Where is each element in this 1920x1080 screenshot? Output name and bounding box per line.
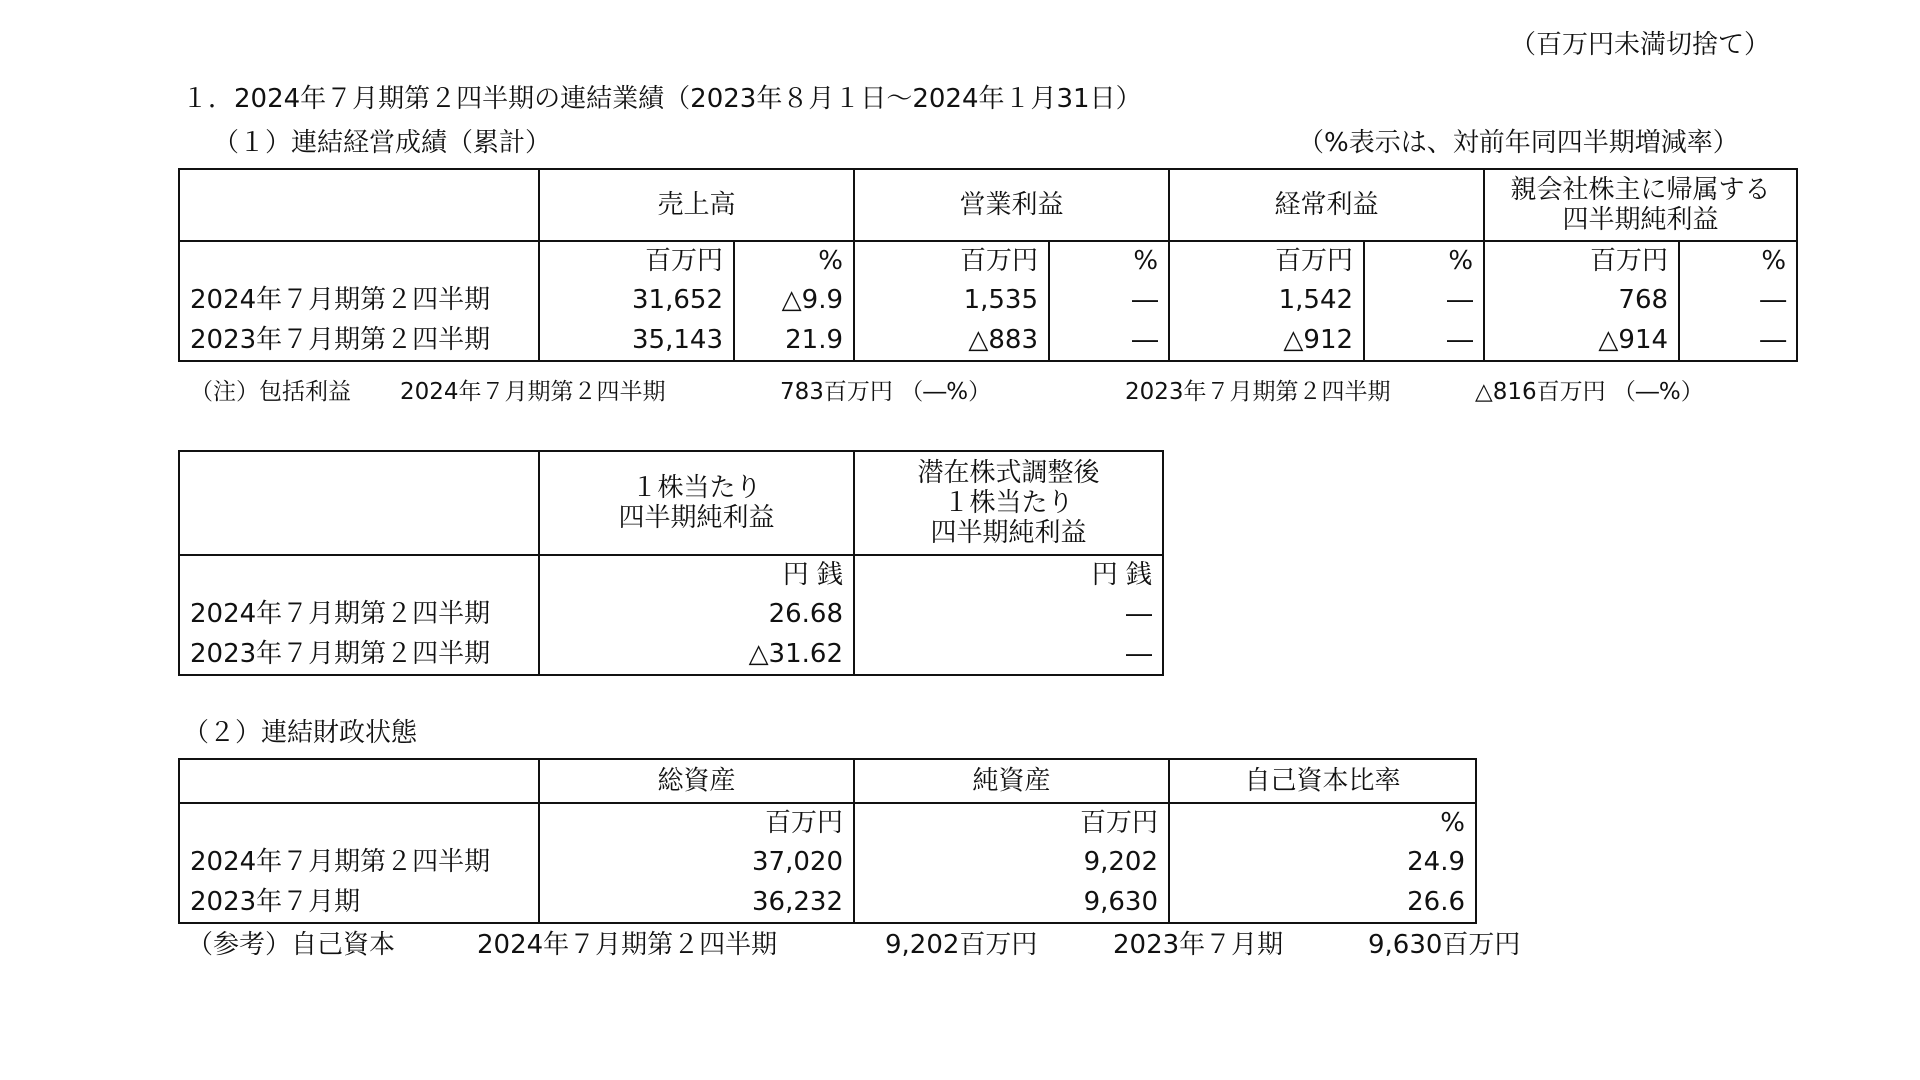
results-table: [178, 168, 1798, 362]
unit-cell: %: [1049, 241, 1169, 280]
financial-unit-row: [179, 803, 1476, 842]
header-diluted-eps-line1: 潜在株式調整後: [917, 458, 1100, 488]
unit-cell: 百万円: [854, 241, 1049, 280]
reference-note-value2: 9,630百万円: [1368, 930, 1521, 960]
table-cell: ―: [1049, 280, 1169, 320]
unit-cell: 百万円: [1169, 241, 1364, 280]
reference-note-value1: 9,202百万円: [885, 930, 1038, 960]
comprehensive-note-period1: 2024年７月期第２四半期: [400, 379, 666, 405]
header-sales: 売上高: [539, 169, 854, 241]
table-cell: 1,535: [854, 280, 1049, 320]
financial-header-row: [179, 759, 1476, 803]
header-net-profit-line1: 親会社株主に帰属する: [1510, 175, 1771, 205]
comprehensive-note-label: （注）包括利益: [190, 379, 351, 405]
header-diluted-eps-line2: １株当たり: [943, 488, 1074, 518]
table-cell: 24.9: [1169, 842, 1476, 882]
header-eps-line1: １株当たり: [631, 473, 762, 503]
header-eps-line2: 四半期純利益: [618, 503, 775, 533]
comprehensive-note-value2: △816百万円 （―%）: [1475, 379, 1704, 405]
header-net-profit: [1484, 169, 1797, 241]
table-cell: △9.9: [734, 280, 854, 320]
header-ordinary-profit: 経常利益: [1169, 169, 1484, 241]
table-cell: ―: [1679, 280, 1797, 320]
unit-cell: 百万円: [539, 803, 854, 842]
table-cell: 36,232: [539, 882, 854, 923]
header-equity-ratio: 自己資本比率: [1169, 759, 1476, 803]
financial-table: [178, 758, 1477, 924]
row-label: 2024年７月期第２四半期: [179, 594, 539, 634]
table-row: [179, 882, 1476, 923]
results-header-blank: [179, 169, 539, 241]
table-cell: 37,020: [539, 842, 854, 882]
eps-table: [178, 450, 1164, 676]
row-label: 2023年７月期第２四半期: [179, 320, 539, 361]
rounding-note: （百万円未満切捨て）: [1510, 30, 1771, 60]
table-cell: ―: [854, 594, 1163, 634]
results-unit-row: [179, 241, 1797, 280]
eps-header-row: [179, 451, 1163, 555]
unit-cell: 円 銭: [539, 555, 854, 594]
unit-cell: %: [734, 241, 854, 280]
header-diluted-eps: [854, 451, 1163, 555]
header-net-assets: 純資産: [854, 759, 1169, 803]
financial-header-blank: [179, 759, 539, 803]
table-cell: ―: [1679, 320, 1797, 361]
results-header-row: [179, 169, 1797, 241]
reference-note-period1: 2024年７月期第２四半期: [477, 930, 778, 960]
header-eps: [539, 451, 854, 555]
eps-header-blank: [179, 451, 539, 555]
reference-note-label: （参考）自己資本: [187, 930, 396, 960]
reference-note-period2: 2023年７月期: [1113, 930, 1284, 960]
unit-cell: 円 銭: [854, 555, 1163, 594]
header-total-assets: 総資産: [539, 759, 854, 803]
unit-cell: %: [1679, 241, 1797, 280]
table-row: [179, 634, 1163, 675]
section-title: １．2024年７月期第２四半期の連結業績（2023年８月１日～2024年１月31日）: [182, 84, 1142, 114]
unit-cell: %: [1364, 241, 1484, 280]
unit-cell: 百万円: [539, 241, 734, 280]
table-cell: ―: [1364, 320, 1484, 361]
percent-note: （%表示は、対前年同四半期増減率）: [1298, 128, 1739, 158]
table-cell: 26.68: [539, 594, 854, 634]
table-cell: △912: [1169, 320, 1364, 361]
row-label: 2023年７月期: [179, 882, 539, 923]
table-cell: 31,652: [539, 280, 734, 320]
table-row: [179, 842, 1476, 882]
row-label: 2023年７月期第２四半期: [179, 634, 539, 675]
comprehensive-note-period2: 2023年７月期第２四半期: [1125, 379, 1391, 405]
table-cell: 1,542: [1169, 280, 1364, 320]
header-net-profit-line2: 四半期純利益: [1562, 205, 1719, 235]
table-row: [179, 280, 1797, 320]
table-cell: 35,143: [539, 320, 734, 361]
subsection-title-financial: （２）連結財政状態: [183, 718, 418, 748]
table-cell: △31.62: [539, 634, 854, 675]
table-cell: △883: [854, 320, 1049, 361]
unit-cell: 百万円: [854, 803, 1169, 842]
row-label: 2024年７月期第２四半期: [179, 280, 539, 320]
table-cell: 26.6: [1169, 882, 1476, 923]
subsection-title-results: （１）連結経営成績（累計）: [213, 128, 552, 158]
unit-cell: %: [1169, 803, 1476, 842]
header-diluted-eps-line3: 四半期純利益: [930, 518, 1087, 548]
table-cell: ―: [1364, 280, 1484, 320]
comprehensive-note-value1: 783百万円 （―%）: [780, 379, 992, 405]
table-cell: ―: [1049, 320, 1169, 361]
table-cell: ―: [854, 634, 1163, 675]
table-cell: 9,202: [854, 842, 1169, 882]
table-cell: △914: [1484, 320, 1679, 361]
row-label: 2024年７月期第２四半期: [179, 842, 539, 882]
table-cell: 9,630: [854, 882, 1169, 923]
unit-cell: 百万円: [1484, 241, 1679, 280]
table-cell: 21.9: [734, 320, 854, 361]
eps-unit-row: [179, 555, 1163, 594]
table-row: [179, 320, 1797, 361]
table-cell: 768: [1484, 280, 1679, 320]
header-operating-profit: 営業利益: [854, 169, 1169, 241]
table-row: [179, 594, 1163, 634]
